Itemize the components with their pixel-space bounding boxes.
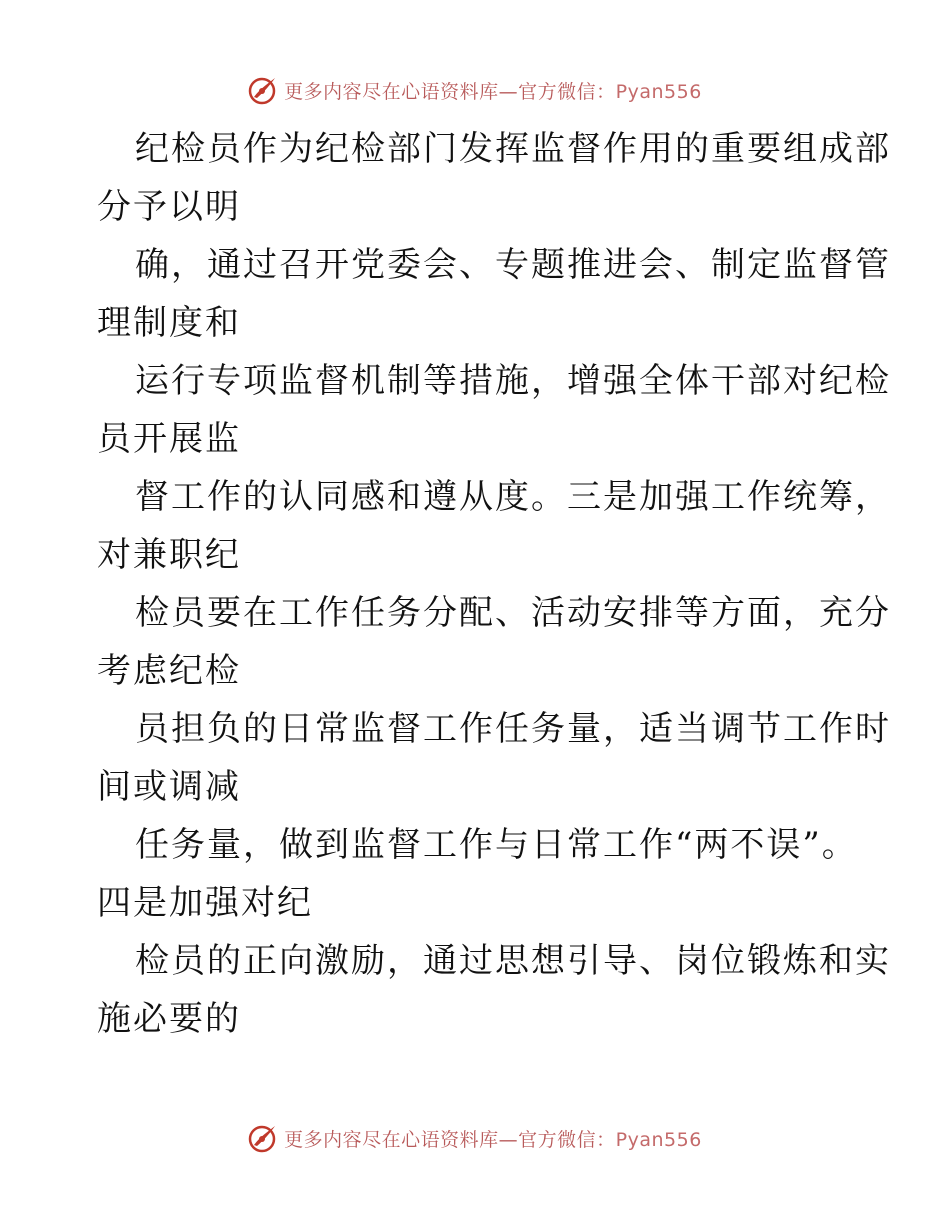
footer-banner bbox=[0, 1118, 950, 1158]
text-line: 纪检员作为纪检部门发挥监督作用的重要组成部 bbox=[135, 129, 891, 169]
text-line: 分予以明 bbox=[97, 187, 241, 227]
text-line: 四是加强对纪 bbox=[97, 883, 313, 923]
header-banner bbox=[0, 70, 950, 110]
quill-logo-icon bbox=[248, 1123, 278, 1153]
text-line: 员开展监 bbox=[97, 419, 241, 459]
text-line: 施必要的 bbox=[97, 999, 241, 1039]
document-body bbox=[97, 120, 891, 1048]
text-line: 员担负的日常监督工作任务量，适当调节工作时 bbox=[135, 709, 891, 749]
text-line: 检员的正向激励，通过思想引导、岗位锻炼和实 bbox=[135, 941, 891, 981]
text-line: 运行专项监督机制等措施，增强全体干部对纪检 bbox=[135, 361, 891, 401]
text-line: 对兼职纪 bbox=[97, 535, 241, 575]
text-line: 理制度和 bbox=[97, 303, 241, 343]
quill-logo-icon bbox=[248, 75, 278, 105]
footer-wechat-id: Pyan556 bbox=[615, 1128, 702, 1151]
text-line: 检员要在工作任务分配、活动安排等方面，充分 bbox=[135, 593, 891, 633]
text-line: 确，通过召开党委会、专题推进会、制定监督管 bbox=[135, 245, 891, 285]
header-banner-text: 更多内容尽在心语资料库—官方微信：Pyan556 bbox=[284, 80, 702, 103]
text-line: 任务量，做到监督工作与日常工作“两不误”。 bbox=[135, 825, 858, 865]
text-line: 考虑纪检 bbox=[97, 651, 241, 691]
text-line: 督工作的认同感和遵从度。三是加强工作统筹， bbox=[135, 477, 891, 517]
header-wechat-id: Pyan556 bbox=[615, 80, 702, 103]
text-line: 间或调减 bbox=[97, 767, 241, 807]
footer-banner-text: 更多内容尽在心语资料库—官方微信：Pyan556 bbox=[284, 1128, 702, 1151]
